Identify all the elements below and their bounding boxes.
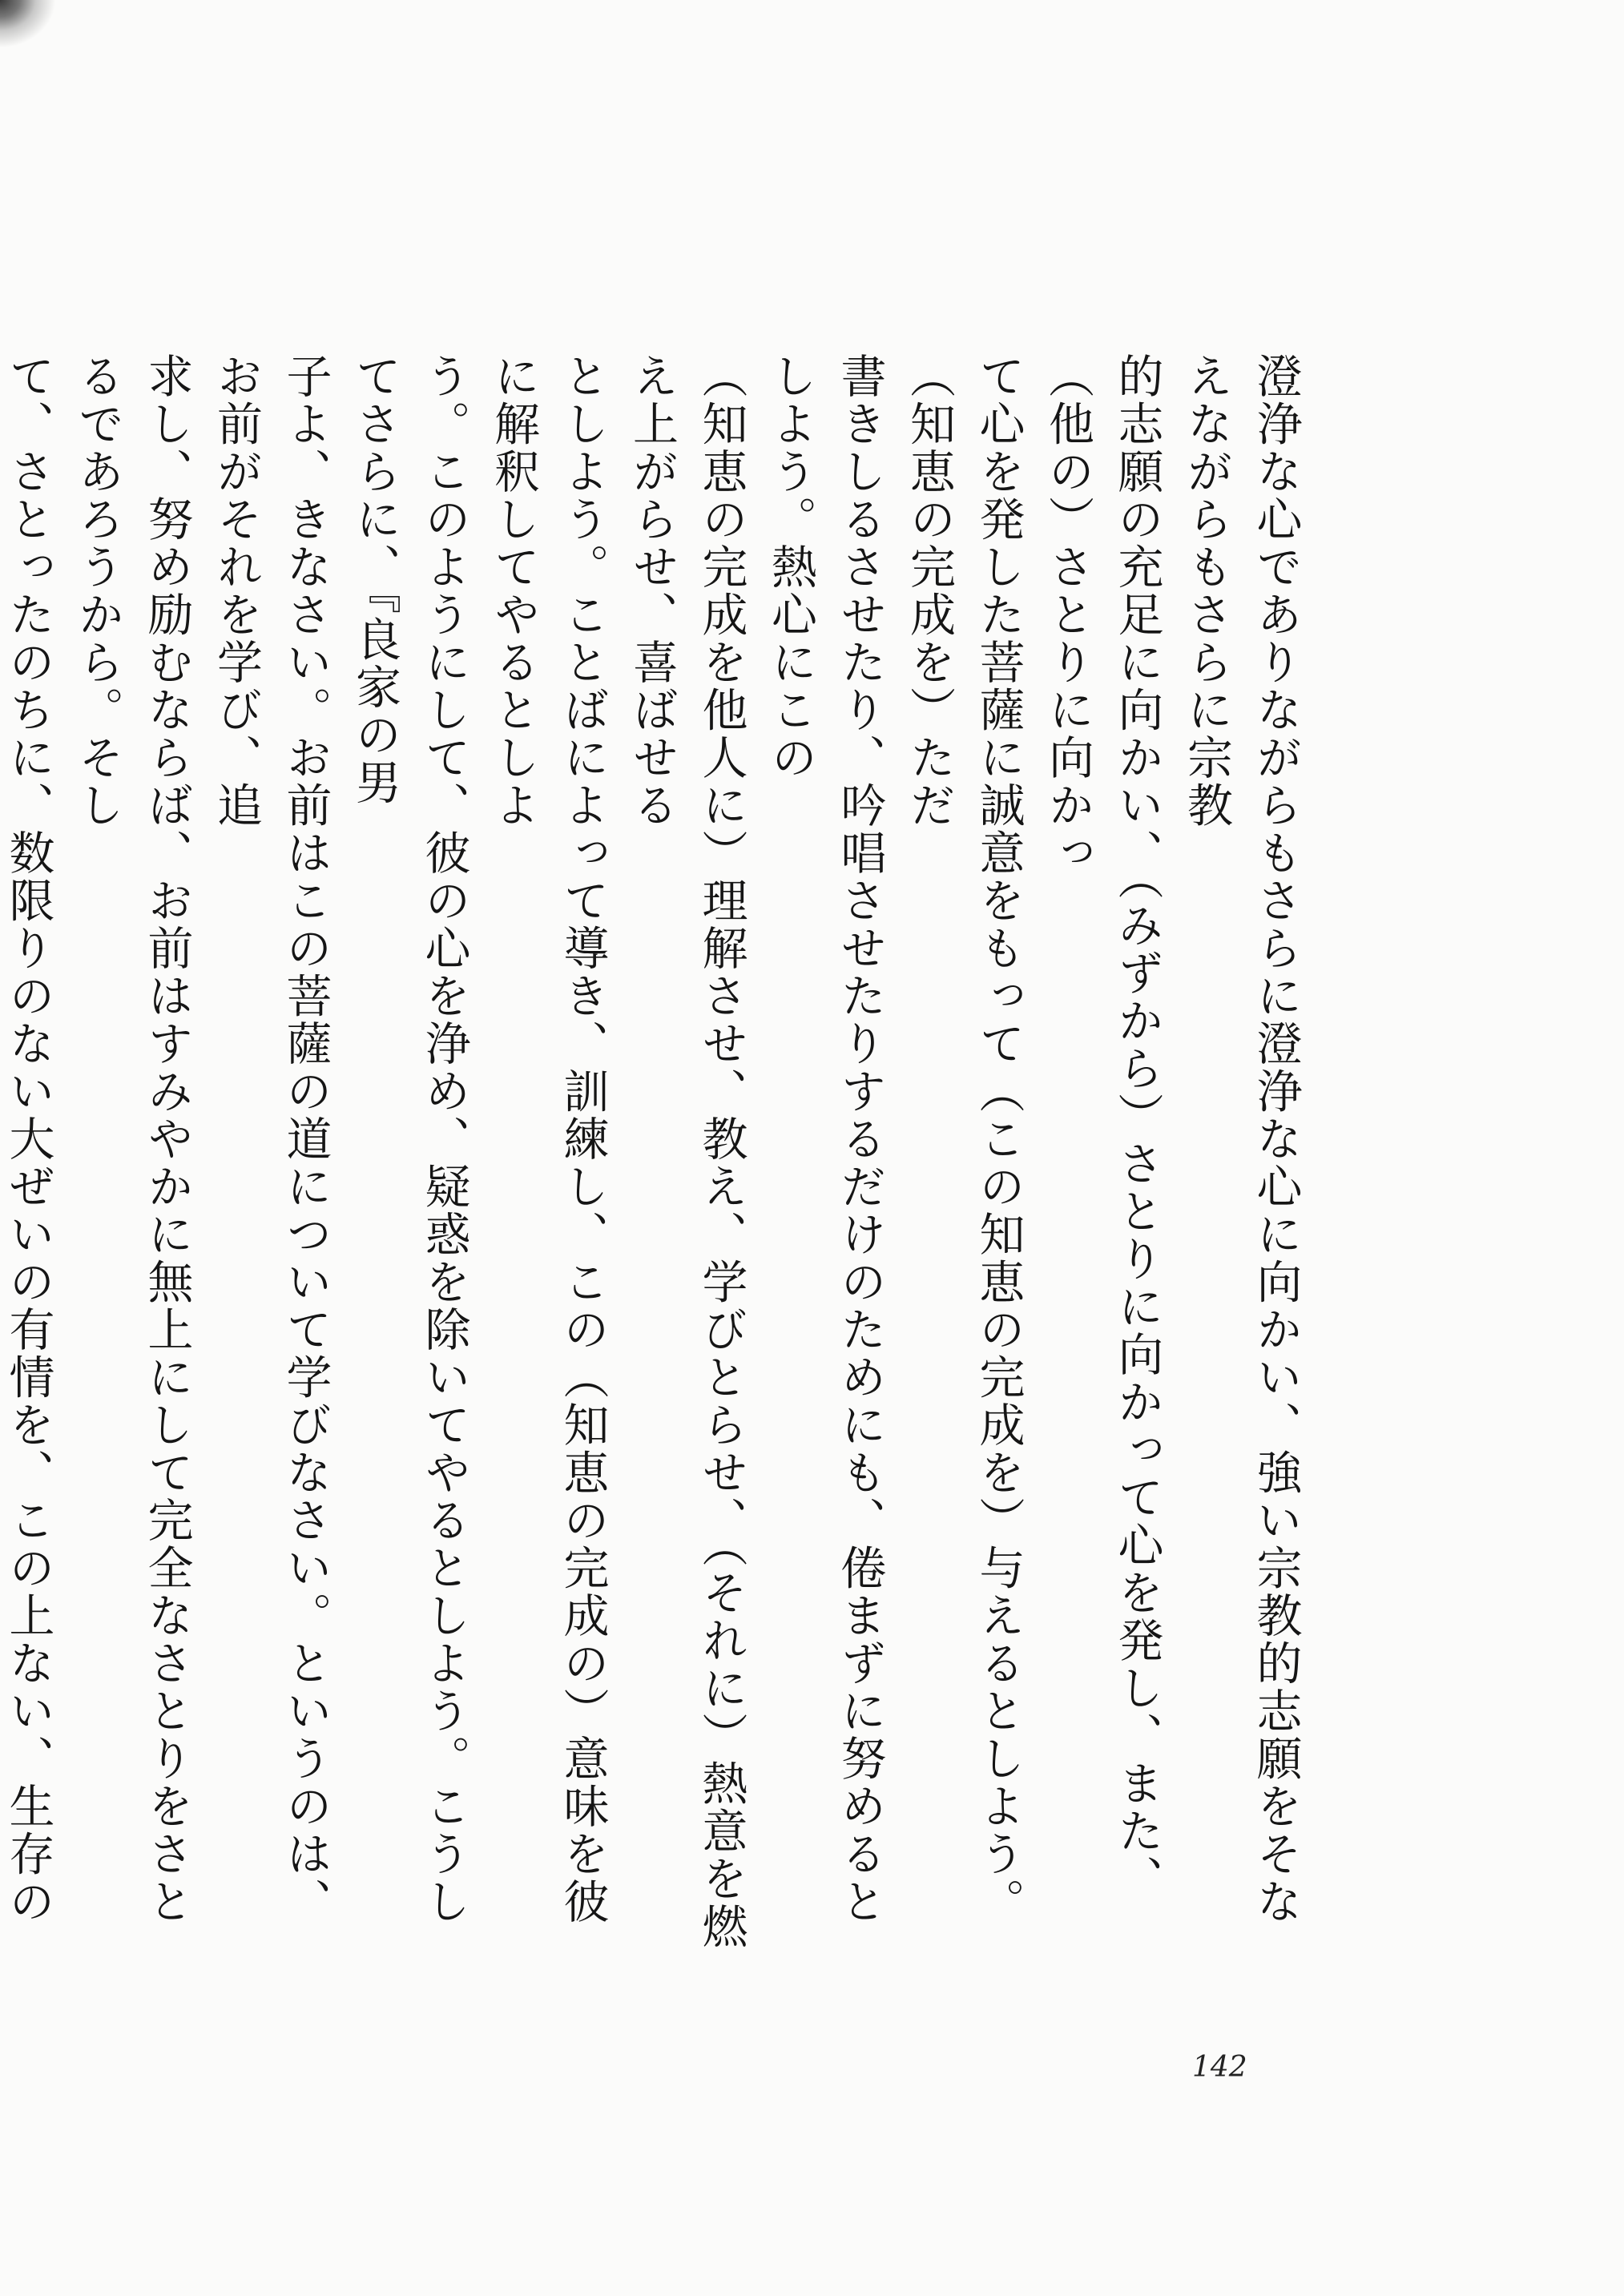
page-number: 142 — [1192, 2051, 1247, 2084]
paragraph-1: 澄浄な心でありながらもさらに澄浄な心に向かい、強い宗教的志願をそなえながらもさらに宗教 的志願の充足に向かい、（みずから）さとりに向かって心を発し、また、（他の）さとりに向かっ て心を発した菩薩に誠意をもって（この知恵の完成を）与えるとしよう。（知恵の完成を）ただ 書きしるさせたり、吟唱させたりするだけのためにも、倦まずに努めるとしよう。熱心にこの （知恵の完成を他人に）理解させ、教え、学びとらせ、（それに）熱意を燃え上がらせ、喜ばせる としよう。ことばによって導き、訓練し、この（知恵の完成の）意味を彼に解釈してやるとしよ う。このようにして、彼の心を浄め、疑惑を除いてやるとしよう。こうしてさらに、『良家の男 子よ、きなさい。お前はこの菩薩の道について学びなさい。というのは、お前がそれを学び、追 求し、努め励むならば、お前はすみやかに無上にして完全なさとりをさとるであろうから。そし て、さとったのちに、数限りのない大ぜいの有情を、この上ない、生存の — [2, 352, 1302, 1951]
scan-shadow — [0, 0, 56, 48]
vertical-body-text — [2, 352, 1310, 1971]
